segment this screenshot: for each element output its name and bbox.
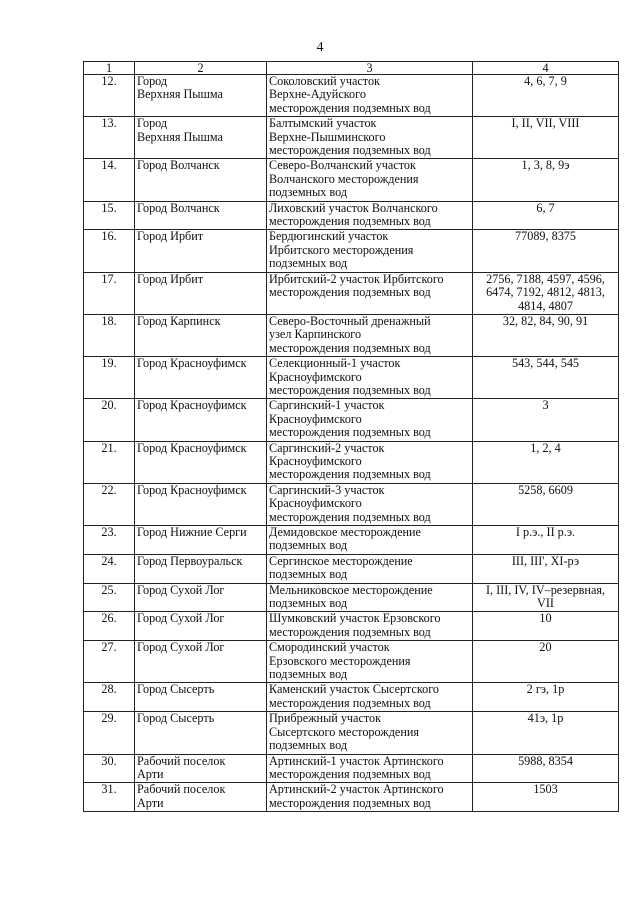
table-row: [84, 314, 619, 356]
municipality-cell: Город Волчанск: [135, 201, 267, 230]
municipality-cell: Город Карпинск: [135, 314, 267, 356]
well-numbers-cell: I, III, IV, IV–резервная, VII: [473, 583, 619, 612]
water-deposit-cell: Артинский-2 участок Артинского месторождения подземных вод: [267, 783, 473, 812]
water-deposit-cell: Саргинский-1 участок Красноуфимского месторождения подземных вод: [267, 399, 473, 441]
column-header: 3: [267, 62, 473, 75]
row-number-cell: 31.: [84, 783, 135, 812]
well-numbers-cell: 3: [473, 399, 619, 441]
table-row: [84, 612, 619, 641]
municipality-cell: Город Нижние Серги: [135, 526, 267, 555]
table-row: [84, 117, 619, 159]
municipality-cell: Город Сухой Лог: [135, 612, 267, 641]
well-numbers-cell: 1503: [473, 783, 619, 812]
row-number-cell: 12.: [84, 75, 135, 117]
row-number-cell: 21.: [84, 441, 135, 483]
water-deposit-cell: Лиховский участок Волчанского месторождения подземных вод: [267, 201, 473, 230]
table-row: [84, 75, 619, 117]
column-header: 2: [135, 62, 267, 75]
municipality-cell: Город Верхняя Пышма: [135, 75, 267, 117]
table-row: [84, 754, 619, 783]
row-number-cell: 17.: [84, 272, 135, 314]
row-number-cell: 26.: [84, 612, 135, 641]
municipality-cell: Город Сысерть: [135, 712, 267, 754]
well-numbers-cell: 32, 82, 84, 90, 91: [473, 314, 619, 356]
well-numbers-cell: 1, 3, 8, 9э: [473, 159, 619, 201]
water-deposit-cell: Ирбитский-2 участок Ирбитского месторождения подземных вод: [267, 272, 473, 314]
table-row: [84, 230, 619, 272]
table-row: [84, 712, 619, 754]
well-numbers-cell: 5988, 8354: [473, 754, 619, 783]
municipality-cell: Город Волчанск: [135, 159, 267, 201]
water-deposit-cell: Саргинский-3 участок Красноуфимского месторождения подземных вод: [267, 483, 473, 525]
municipality-cell: Город Верхняя Пышма: [135, 117, 267, 159]
row-number-cell: 16.: [84, 230, 135, 272]
wells-table: [83, 61, 619, 812]
row-number-cell: 23.: [84, 526, 135, 555]
water-deposit-cell: Саргинский-2 участок Красноуфимского месторождения подземных вод: [267, 441, 473, 483]
municipality-cell: Рабочий поселок Арти: [135, 783, 267, 812]
water-deposit-cell: Прибрежный участок Сысертского месторождения подземных вод: [267, 712, 473, 754]
municipality-cell: Город Первоуральск: [135, 554, 267, 583]
water-deposit-cell: Сергинское месторождение подземных вод: [267, 554, 473, 583]
table-row: [84, 683, 619, 712]
table-row: [84, 357, 619, 399]
well-numbers-cell: 543, 544, 545: [473, 357, 619, 399]
well-numbers-cell: I, II, VII, VIII: [473, 117, 619, 159]
well-numbers-cell: 77089, 8375: [473, 230, 619, 272]
row-number-cell: 13.: [84, 117, 135, 159]
water-deposit-cell: Северо-Волчанский участок Волчанского месторождения подземных вод: [267, 159, 473, 201]
well-numbers-cell: 2756, 7188, 4597, 4596, 6474, 7192, 4812, 4813, 4814, 4807: [473, 272, 619, 314]
page-number: 4: [316, 40, 324, 55]
row-number-cell: 19.: [84, 357, 135, 399]
row-number-cell: 27.: [84, 641, 135, 683]
row-number-cell: 20.: [84, 399, 135, 441]
row-number-cell: 14.: [84, 159, 135, 201]
table-row: [84, 583, 619, 612]
well-numbers-cell: 4, 6, 7, 9: [473, 75, 619, 117]
municipality-cell: Город Красноуфимск: [135, 357, 267, 399]
water-deposit-cell: Артинский-1 участок Артинского месторождения подземных вод: [267, 754, 473, 783]
table-row: [84, 554, 619, 583]
well-numbers-cell: 2 гэ, 1р: [473, 683, 619, 712]
row-number-cell: 24.: [84, 554, 135, 583]
table-header-row: [84, 62, 619, 75]
municipality-cell: Город Сысерть: [135, 683, 267, 712]
table-row: [84, 201, 619, 230]
table-row: [84, 441, 619, 483]
water-deposit-cell: Селекционный-1 участок Красноуфимского месторождения подземных вод: [267, 357, 473, 399]
municipality-cell: Город Красноуфимск: [135, 399, 267, 441]
table-row: [84, 783, 619, 812]
well-numbers-cell: 1, 2, 4: [473, 441, 619, 483]
water-deposit-cell: Каменский участок Сысертского месторождения подземных вод: [267, 683, 473, 712]
municipality-cell: Город Красноуфимск: [135, 441, 267, 483]
municipality-cell: Город Сухой Лог: [135, 583, 267, 612]
row-number-cell: 28.: [84, 683, 135, 712]
well-numbers-cell: I р.э., II р.э.: [473, 526, 619, 555]
well-numbers-cell: 5258, 6609: [473, 483, 619, 525]
row-number-cell: 25.: [84, 583, 135, 612]
water-deposit-cell: Мельниковское месторождение подземных вод: [267, 583, 473, 612]
well-numbers-cell: 41э, 1р: [473, 712, 619, 754]
row-number-cell: 15.: [84, 201, 135, 230]
row-number-cell: 22.: [84, 483, 135, 525]
well-numbers-cell: 6, 7: [473, 201, 619, 230]
well-numbers-cell: 10: [473, 612, 619, 641]
table-row: [84, 483, 619, 525]
water-deposit-cell: Соколовский участок Верхне-Адуйского месторождения подземных вод: [267, 75, 473, 117]
water-deposit-cell: Северо-Восточный дренажный узел Карпинского месторождения подземных вод: [267, 314, 473, 356]
water-deposit-cell: Демидовское месторождение подземных вод: [267, 526, 473, 555]
column-header: 1: [84, 62, 135, 75]
table-body: [84, 75, 619, 812]
municipality-cell: Рабочий поселок Арти: [135, 754, 267, 783]
table-row: [84, 159, 619, 201]
water-deposit-cell: Шумковский участок Ерзовского месторождения подземных вод: [267, 612, 473, 641]
table-row: [84, 526, 619, 555]
municipality-cell: Город Красноуфимск: [135, 483, 267, 525]
well-numbers-cell: III, III', XI-рэ: [473, 554, 619, 583]
table-row: [84, 641, 619, 683]
municipality-cell: Город Ирбит: [135, 230, 267, 272]
water-deposit-cell: Бердюгинский участок Ирбитского месторождения подземных вод: [267, 230, 473, 272]
water-deposit-cell: Балтымский участок Верхне-Пышминского месторождения подземных вод: [267, 117, 473, 159]
municipality-cell: Город Сухой Лог: [135, 641, 267, 683]
well-numbers-cell: 20: [473, 641, 619, 683]
row-number-cell: 18.: [84, 314, 135, 356]
water-deposit-cell: Смородинский участок Ерзовского месторождения подземных вод: [267, 641, 473, 683]
municipality-cell: Город Ирбит: [135, 272, 267, 314]
row-number-cell: 29.: [84, 712, 135, 754]
table-row: [84, 272, 619, 314]
row-number-cell: 30.: [84, 754, 135, 783]
table-row: [84, 399, 619, 441]
column-header: 4: [473, 62, 619, 75]
